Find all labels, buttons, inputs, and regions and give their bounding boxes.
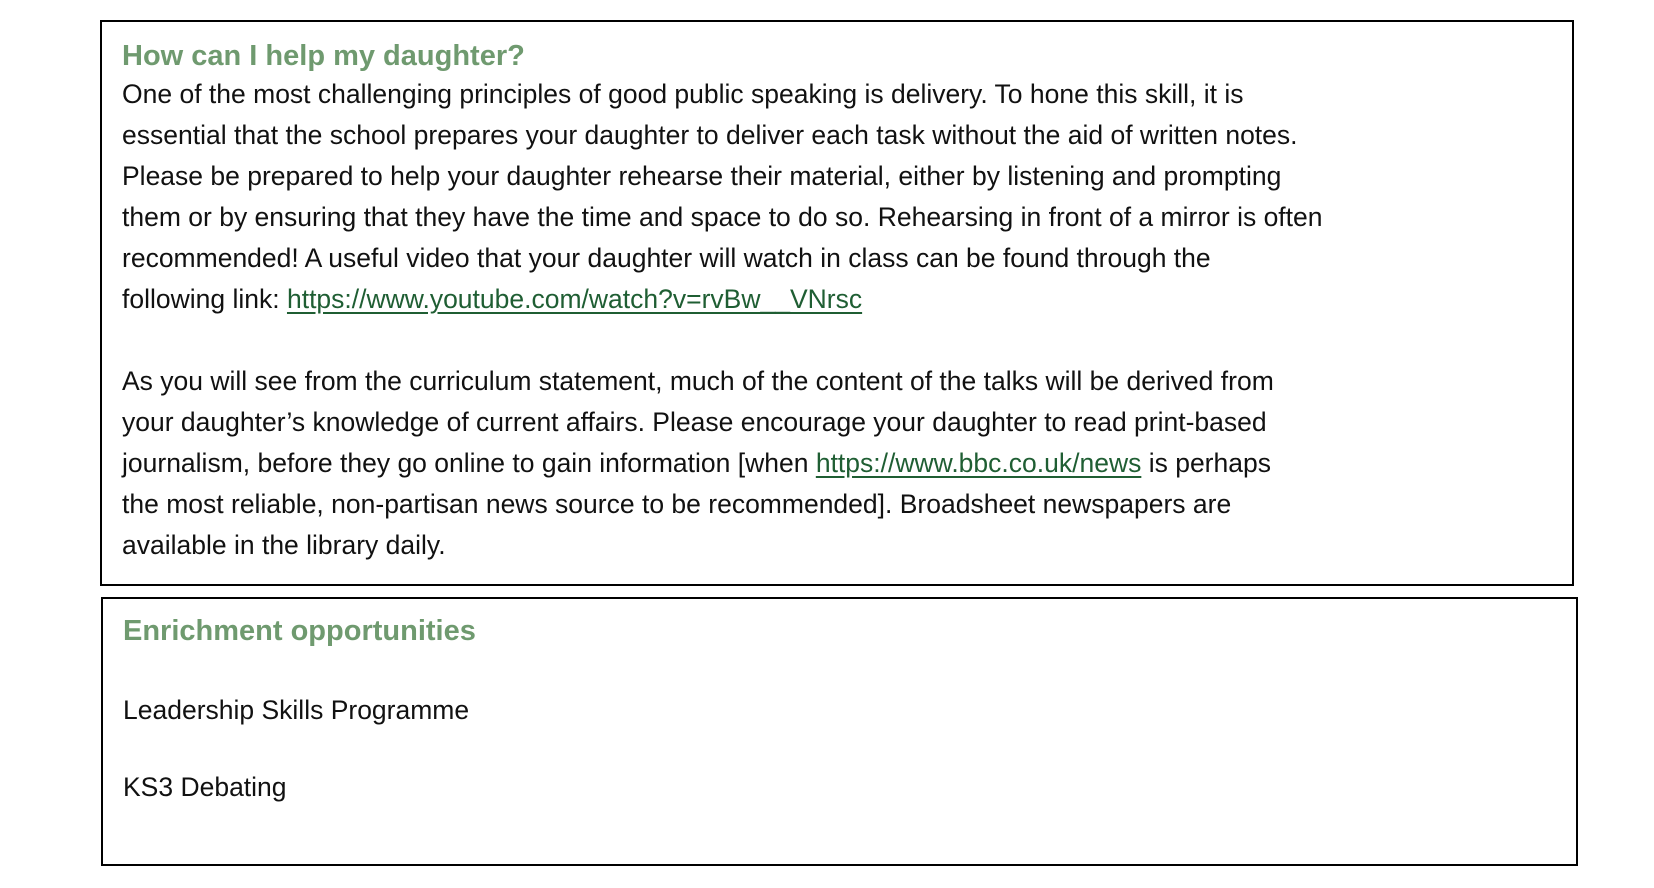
help-paragraph-2 xyxy=(122,361,1552,566)
help-paragraph-1 xyxy=(122,74,1552,320)
paragraph-spacer xyxy=(122,320,1552,361)
text-line: One of the most challenging principles of good public speaking is delivery. To hone this skill, it is xyxy=(122,79,1244,109)
text-line-with-link xyxy=(122,443,1552,484)
text-line: essential that the school prepares your daughter to deliver each task without the aid of written notes. xyxy=(122,120,1298,150)
text-line: recommended! A useful video that your daughter will watch in class can be found through the xyxy=(122,243,1211,273)
enrichment-section-box xyxy=(101,597,1578,866)
link-prefix-text: journalism, before they go online to gain information [when xyxy=(122,448,816,478)
youtube-video-link[interactable]: https://www.youtube.com/watch?v=rvBw__VNrsc xyxy=(286,284,863,314)
bbc-news-link[interactable]: https://www.bbc.co.uk/news xyxy=(815,448,1142,478)
text-line: your daughter’s knowledge of current affairs. Please encourage your daughter to read print-based xyxy=(122,407,1267,437)
text-line: Please be prepared to help your daughter rehearse their material, either by listening and prompting xyxy=(122,161,1282,191)
text-line-with-link xyxy=(122,279,1552,320)
text-line: them or by ensuring that they have the time and space to do so. Rehearsing in front of a mirror is often xyxy=(122,202,1323,232)
link-suffix-text: is perhaps xyxy=(1141,448,1271,478)
text-line: available in the library daily. xyxy=(122,530,446,560)
help-section-box xyxy=(100,20,1574,586)
enrichment-section-heading: Enrichment opportunities xyxy=(123,615,476,647)
help-section-heading: How can I help my daughter? xyxy=(122,40,525,72)
text-line: As you will see from the curriculum statement, much of the content of the talks will be derived from xyxy=(122,366,1274,396)
enrichment-item: Leadership Skills Programme xyxy=(123,695,470,725)
enrichment-item: KS3 Debating xyxy=(123,772,287,802)
link-prefix-text: following link: xyxy=(122,284,287,314)
text-line: the most reliable, non-partisan news source to be recommended]. Broadsheet newspapers are xyxy=(122,489,1232,519)
